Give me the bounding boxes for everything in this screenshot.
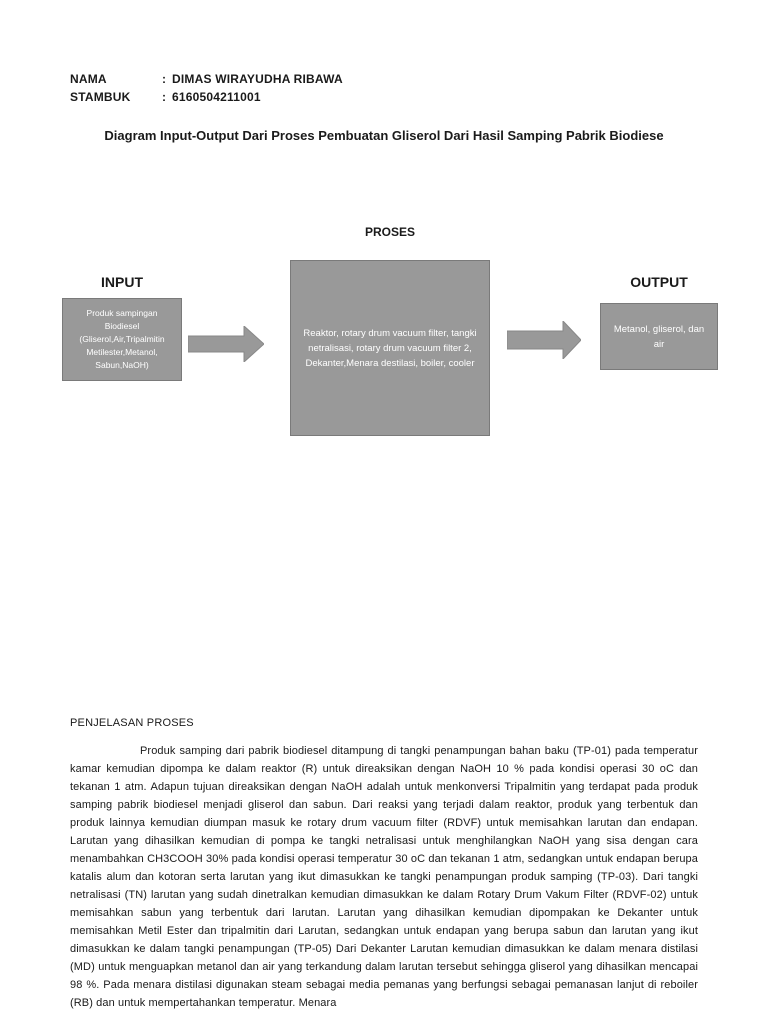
nama-value: DIMAS WIRAYUDHA RIBAWA <box>172 72 343 86</box>
arrow-right-icon <box>188 326 264 362</box>
nama-separator: : <box>162 72 167 86</box>
nama-row <box>70 72 343 86</box>
arrow-right-icon <box>507 321 581 359</box>
proses-box <box>290 260 490 436</box>
nama-label: NAMA <box>70 72 107 86</box>
section-heading: PENJELASAN PROSES <box>70 717 194 729</box>
proses-box-text: Reaktor, rotary drum vacuum filter, tangki netralisasi, rotary drum vacuum filter 2, Dekanter,Menara destilasi, boiler, cooler <box>303 327 477 369</box>
document-title: Diagram Input-Output Dari Proses Pembuatan Gliserol Dari Hasil Samping Pabrik Biodiese <box>104 128 664 143</box>
output-box-text: Metanol, gliserol, dan air <box>613 323 705 350</box>
input-box-text: Produk sampingan Biodiesel (Gliserol,Air,Tripalmitin Metilester,Metanol, Sabun,NaOH) <box>79 308 165 370</box>
explanation-paragraph: Produk samping dari pabrik biodiesel ditampung di tangki penampungan bahan baku (TP-01) pada temperatur kamar kemudian dipompa ke dalam reaktor (R) untuk direaksikan dengan NaOH 10 % pada kondisi operasi 30 oC dan tekanan 1 atm. Adapun tujuan direaksikan dengan NaOH adalah untuk menkonversi Tripalmitin yang terdapat pada produk samping pabrik biodiesel menjadi gliserol dan sabun. Dari reaksi yang terjadi dalam reaktor, produk yang terbentuk dan produk lainnya kemudian diumpan masuk ke rotary drum vacuum filter (RDVF) untuk memisahkan larutan dan endapan. Larutan yang dihasilkan kemudian di pompa ke tangki netralisasi untuk menghilangkan NaOH yang sisa dengan cara menambahkan CH3COOH 30% pada kondisi operasi temperatur 30 oC dan tekanan 1 atm, sedangkan untuk endapan berupa katalis alum dan kotoran serta larutan yang ikut dimasukkan ke tangki penampungan produk samping (TP-03). Dari tangki netralisasi (TN) larutan yang sudah dinetralkan kemudian dimasukkan ke dalam Rotary Drum Vakum Filter (RDVF-02) untuk memisahkan sabun yang terbentuk dari larutan. Larutan yang dihasilkan kemudian dipompakan ke Dekanter untuk memisahkan Metil Ester dan tripalmitin dari Larutan, sedangkan untuk endapan yang berupa sabun dan larutan yang ikut dimasukkan ke dalam tangki penampungan (TP-05) Dari Dekanter Larutan kemudian dimasukkan ke dalam menara distilasi (MD) untuk menguapkan metanol dan air yang terkandung dalam larutan tersebut sehingga gliserol yang dihasilkan mencapai 98 %. Pada menara distilasi digunakan steam sebagai media pemanas yang berfungsi sebagai pemanasan lanjut di reboiler (RB) dan untuk mempertahankan temperatur. Menara <box>70 745 698 1009</box>
output-box <box>600 303 718 370</box>
stambuk-label: STAMBUK <box>70 90 131 104</box>
stambuk-row <box>70 90 261 104</box>
input-box <box>62 298 182 381</box>
output-heading: OUTPUT <box>630 274 688 290</box>
stambuk-value: 6160504211001 <box>172 90 261 104</box>
input-heading: INPUT <box>101 274 143 290</box>
proses-heading: PROSES <box>364 225 415 239</box>
stambuk-separator: : <box>162 90 167 104</box>
